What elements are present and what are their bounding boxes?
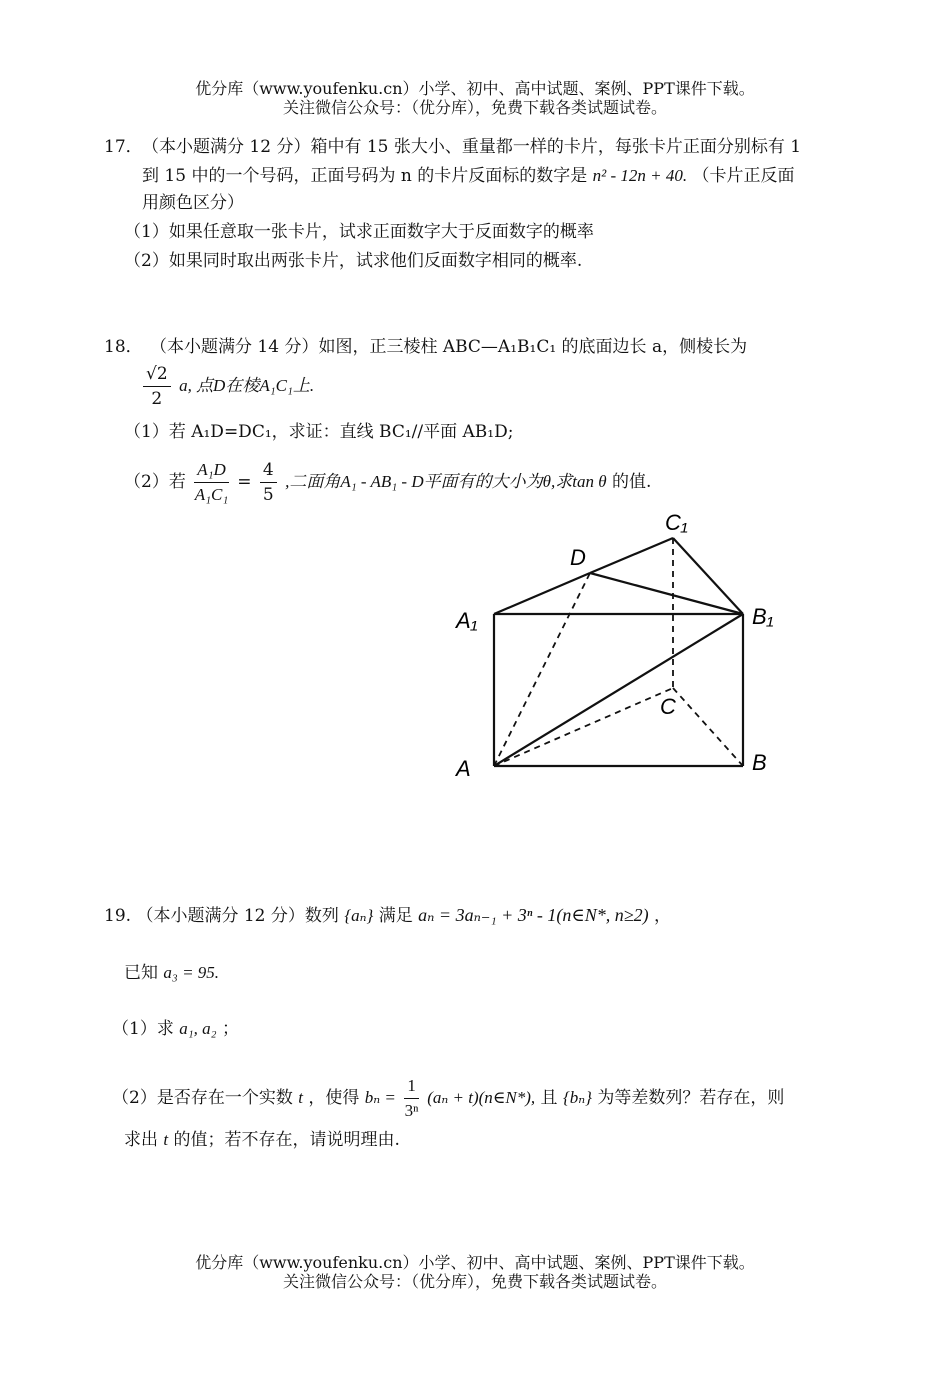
q19-number: 19. bbox=[104, 906, 132, 926]
footer-line-1: 优分库（www.youfenku.cn）小学、初中、高中试题、案例、PPT课件下载。 bbox=[195, 1253, 755, 1272]
edge-AB1 bbox=[494, 614, 743, 766]
hidden-edge-CB bbox=[673, 688, 743, 766]
q19-part-2-b: ，使得 bbox=[308, 1088, 360, 1108]
q19-line-1-end: ， bbox=[654, 906, 672, 926]
q18-part-2-tail: 的值. bbox=[611, 472, 652, 492]
label-B1: B₁ bbox=[752, 604, 774, 629]
q19-given-formula: a₃ = 95. bbox=[163, 963, 220, 982]
label-A1: A₁ bbox=[456, 608, 478, 633]
q19-given bbox=[124, 962, 219, 984]
fraction-denominator: 5 bbox=[262, 485, 274, 505]
footer-line-2: 关注微信公众号：（优分库），免费下载各类试题试卷。 bbox=[282, 1272, 667, 1291]
q18-number: 18． bbox=[104, 337, 143, 357]
fraction-denominator: 2 bbox=[151, 389, 163, 409]
q19-part-1-end: ； bbox=[221, 1019, 239, 1039]
label-B: B bbox=[752, 750, 767, 775]
q18-height-fraction bbox=[143, 362, 171, 411]
fraction-numerator: √2 bbox=[143, 362, 171, 387]
q19-part-1 bbox=[112, 1018, 239, 1040]
q19-part-2 bbox=[112, 1074, 784, 1123]
q18-line-2 bbox=[140, 362, 314, 411]
q19-part-2-f: 的值；若不存在，请说明理由. bbox=[173, 1130, 400, 1150]
fraction-numerator: A₁D bbox=[194, 458, 229, 483]
q19-bn-sequence: {bₙ} bbox=[562, 1088, 592, 1107]
q19-part-1-text: （1）求 bbox=[112, 1019, 174, 1039]
q19-line-1-mid: 满足 bbox=[378, 906, 413, 926]
fraction-denominator: 3ⁿ bbox=[404, 1101, 419, 1120]
q19-bn-fraction bbox=[404, 1074, 419, 1123]
q19-recurrence: aₙ = 3aₙ₋₁ + 3ⁿ - 1(n∈N*, n≥2) bbox=[418, 905, 649, 925]
header-line-1: 优分库（www.youfenku.cn）小学、初中、高中试题、案例、PPT课件下载。 bbox=[195, 79, 755, 98]
q17-number: 17． bbox=[104, 137, 143, 157]
q18-line-1: （本小题满分 14 分）如图，正三棱柱 ABC—A₁B₁C₁ 的底面边长 a，侧棱长为 bbox=[150, 337, 748, 357]
q18-ratio-fraction bbox=[194, 458, 229, 507]
q19-line-1-text: （本小题满分 12 分）数列 bbox=[136, 906, 339, 926]
edge-C1B1 bbox=[673, 538, 743, 614]
q17-line-3: 用颜色区分） bbox=[142, 193, 244, 213]
hidden-edge-AC bbox=[494, 688, 673, 766]
q19-bn-right: (aₙ + t)(n∈N*), bbox=[427, 1088, 536, 1107]
q17-part-2: （2）如果同时取出两张卡片，试求他们反面数字相同的概率. bbox=[124, 251, 583, 271]
q18-part-2-text: ,二面角A₁ - AB₁ - D平面有的大小为θ,求tan θ bbox=[285, 472, 607, 491]
q19-part-1-formula: a₁, a₂ bbox=[179, 1019, 217, 1038]
label-C1: C₁ bbox=[665, 510, 688, 535]
label-C: C bbox=[660, 694, 676, 719]
q17-formula: n² - 12n + 40. bbox=[592, 166, 688, 185]
q18-part-1: （1）若 A₁D=DC₁，求证：直线 BC₁//平面 AB₁D; bbox=[124, 422, 514, 442]
q18-value-fraction bbox=[260, 458, 277, 507]
q19-part-2-line-2 bbox=[124, 1129, 400, 1151]
header-line-2: 关注微信公众号：（优分库），免费下载各类试题试卷。 bbox=[282, 98, 667, 117]
edge-A1D bbox=[494, 573, 590, 614]
q17-part-1: （1）如果任意取一张卡片，试求正面数字大于反面数字的概率 bbox=[124, 222, 594, 242]
q18-line-2-tail: a, 点D在棱A₁C₁上. bbox=[179, 376, 315, 395]
q17-line-2-tail: （卡片正反面 bbox=[692, 166, 795, 186]
q19-t-2: t bbox=[163, 1130, 169, 1149]
fraction-numerator: 4 bbox=[260, 458, 277, 483]
edge-DB1 bbox=[590, 573, 743, 614]
fraction-denominator: A₁C₁ bbox=[194, 485, 229, 504]
q17-line-2 bbox=[142, 165, 795, 187]
q18-part-2: （2）若 $\frac{\text{A₁D}}{\text{A₁C₁}}$ = $\frac{4}{5}$ ,二面角A₁ - AB₁ - D平面有的大小为θ,求tan θ 的值. bbox=[124, 460, 652, 505]
fraction-numerator: 1 bbox=[404, 1074, 419, 1099]
prism-figure bbox=[440, 500, 800, 800]
q19-line-1 bbox=[104, 904, 671, 927]
q17-line-2-text: 到 15 中的一个号码，正面号码为 n 的卡片反面标的数字是 bbox=[142, 166, 588, 186]
q19-part-2-d: 为等差数列？若存在，则 bbox=[597, 1088, 785, 1108]
q17-line-1: （本小题满分 12 分）箱中有 15 张大小、重量都一样的卡片，每张卡片正面分别标有 1 bbox=[142, 137, 802, 157]
q19-part-2-e: 求出 bbox=[124, 1130, 158, 1150]
q19-bn-left: bₙ = bbox=[364, 1088, 396, 1107]
q19-part-2-c: 且 bbox=[540, 1088, 558, 1108]
label-D: D bbox=[570, 545, 586, 570]
q19-sequence: {aₙ} bbox=[344, 906, 374, 925]
q18-part-2-prefix: （2）若 bbox=[124, 472, 186, 492]
edge-DC1 bbox=[590, 538, 673, 573]
label-A: A bbox=[456, 756, 471, 781]
q19-part-2-a: （2）是否存在一个实数 bbox=[112, 1088, 293, 1108]
q19-t: t bbox=[298, 1088, 303, 1107]
q19-given-text: 已知 bbox=[124, 963, 158, 983]
